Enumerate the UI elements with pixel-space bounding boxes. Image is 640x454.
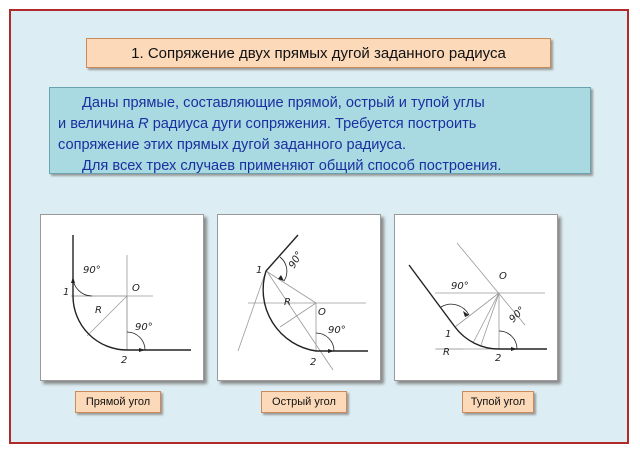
center-label: O xyxy=(318,307,326,318)
radius-line xyxy=(473,293,499,343)
point-1-label: 1 xyxy=(445,329,452,340)
tangent-arc xyxy=(263,271,316,351)
arrow-2 xyxy=(511,347,517,351)
radius-label: R xyxy=(443,347,450,358)
radius-label: R xyxy=(95,305,102,316)
obtuse-angle-diagram xyxy=(394,214,558,381)
description-box xyxy=(49,87,591,174)
angle-label-a: 90° xyxy=(287,249,306,271)
tangent-arc xyxy=(455,327,499,349)
given-line-inclined xyxy=(409,265,455,327)
angle-arc-2 xyxy=(499,331,517,349)
slide-title: 1. Сопряжение двух прямых дугой заданного радиуса xyxy=(86,38,551,68)
angle-label-b: 90° xyxy=(328,325,346,336)
arrow-2 xyxy=(328,349,334,353)
angle-label-a: 90° xyxy=(83,265,101,276)
description-line-3: сопряжение этих прямых дугой заданного радиуса. xyxy=(58,137,407,153)
arrow-1 xyxy=(278,275,284,281)
right-angle-diagram xyxy=(40,214,204,381)
angle-label-b: 90° xyxy=(507,304,528,326)
description-line-4: Для всех трех случаев применяют общий способ построения. xyxy=(82,158,502,174)
point-1-label: 1 xyxy=(63,287,70,298)
caption-acute-angle: Острый угол xyxy=(261,391,347,413)
description-line-2-end: радиуса дуги сопряжения. Требуется построить xyxy=(148,116,477,132)
description-line-2-start: и величина xyxy=(58,116,139,132)
radius-variable: R xyxy=(138,116,149,132)
center-label: O xyxy=(499,271,507,282)
angle-label-a: 90° xyxy=(451,281,469,292)
angle-arc-1 xyxy=(73,277,92,296)
perpendicular-line-1 xyxy=(266,271,316,303)
arrow-1 xyxy=(71,277,75,283)
point-2-label: 2 xyxy=(310,357,317,368)
angle-arc-2 xyxy=(127,332,145,350)
radius-line-2 xyxy=(481,293,499,345)
perpendicular-line-1 xyxy=(455,293,499,327)
radius-label: R xyxy=(284,297,291,308)
construction-line-parallel-1 xyxy=(266,270,333,370)
point-2-label: 2 xyxy=(121,355,128,366)
given-line-inclined-extension xyxy=(238,271,266,351)
acute-angle-diagram xyxy=(217,214,381,381)
arrow-2 xyxy=(139,348,145,352)
description-line-1: Даны прямые, составляющие прямой, острый и тупой углы xyxy=(82,95,485,111)
point-1-label: 1 xyxy=(256,265,263,276)
angle-label-b: 90° xyxy=(135,322,153,333)
description-line-2 xyxy=(58,114,580,135)
caption-obtuse-angle: Тупой угол xyxy=(462,391,534,413)
caption-right-angle: Прямой угол xyxy=(75,391,161,413)
radius-line xyxy=(87,296,127,336)
center-label: O xyxy=(132,283,140,294)
point-2-label: 2 xyxy=(495,353,502,364)
